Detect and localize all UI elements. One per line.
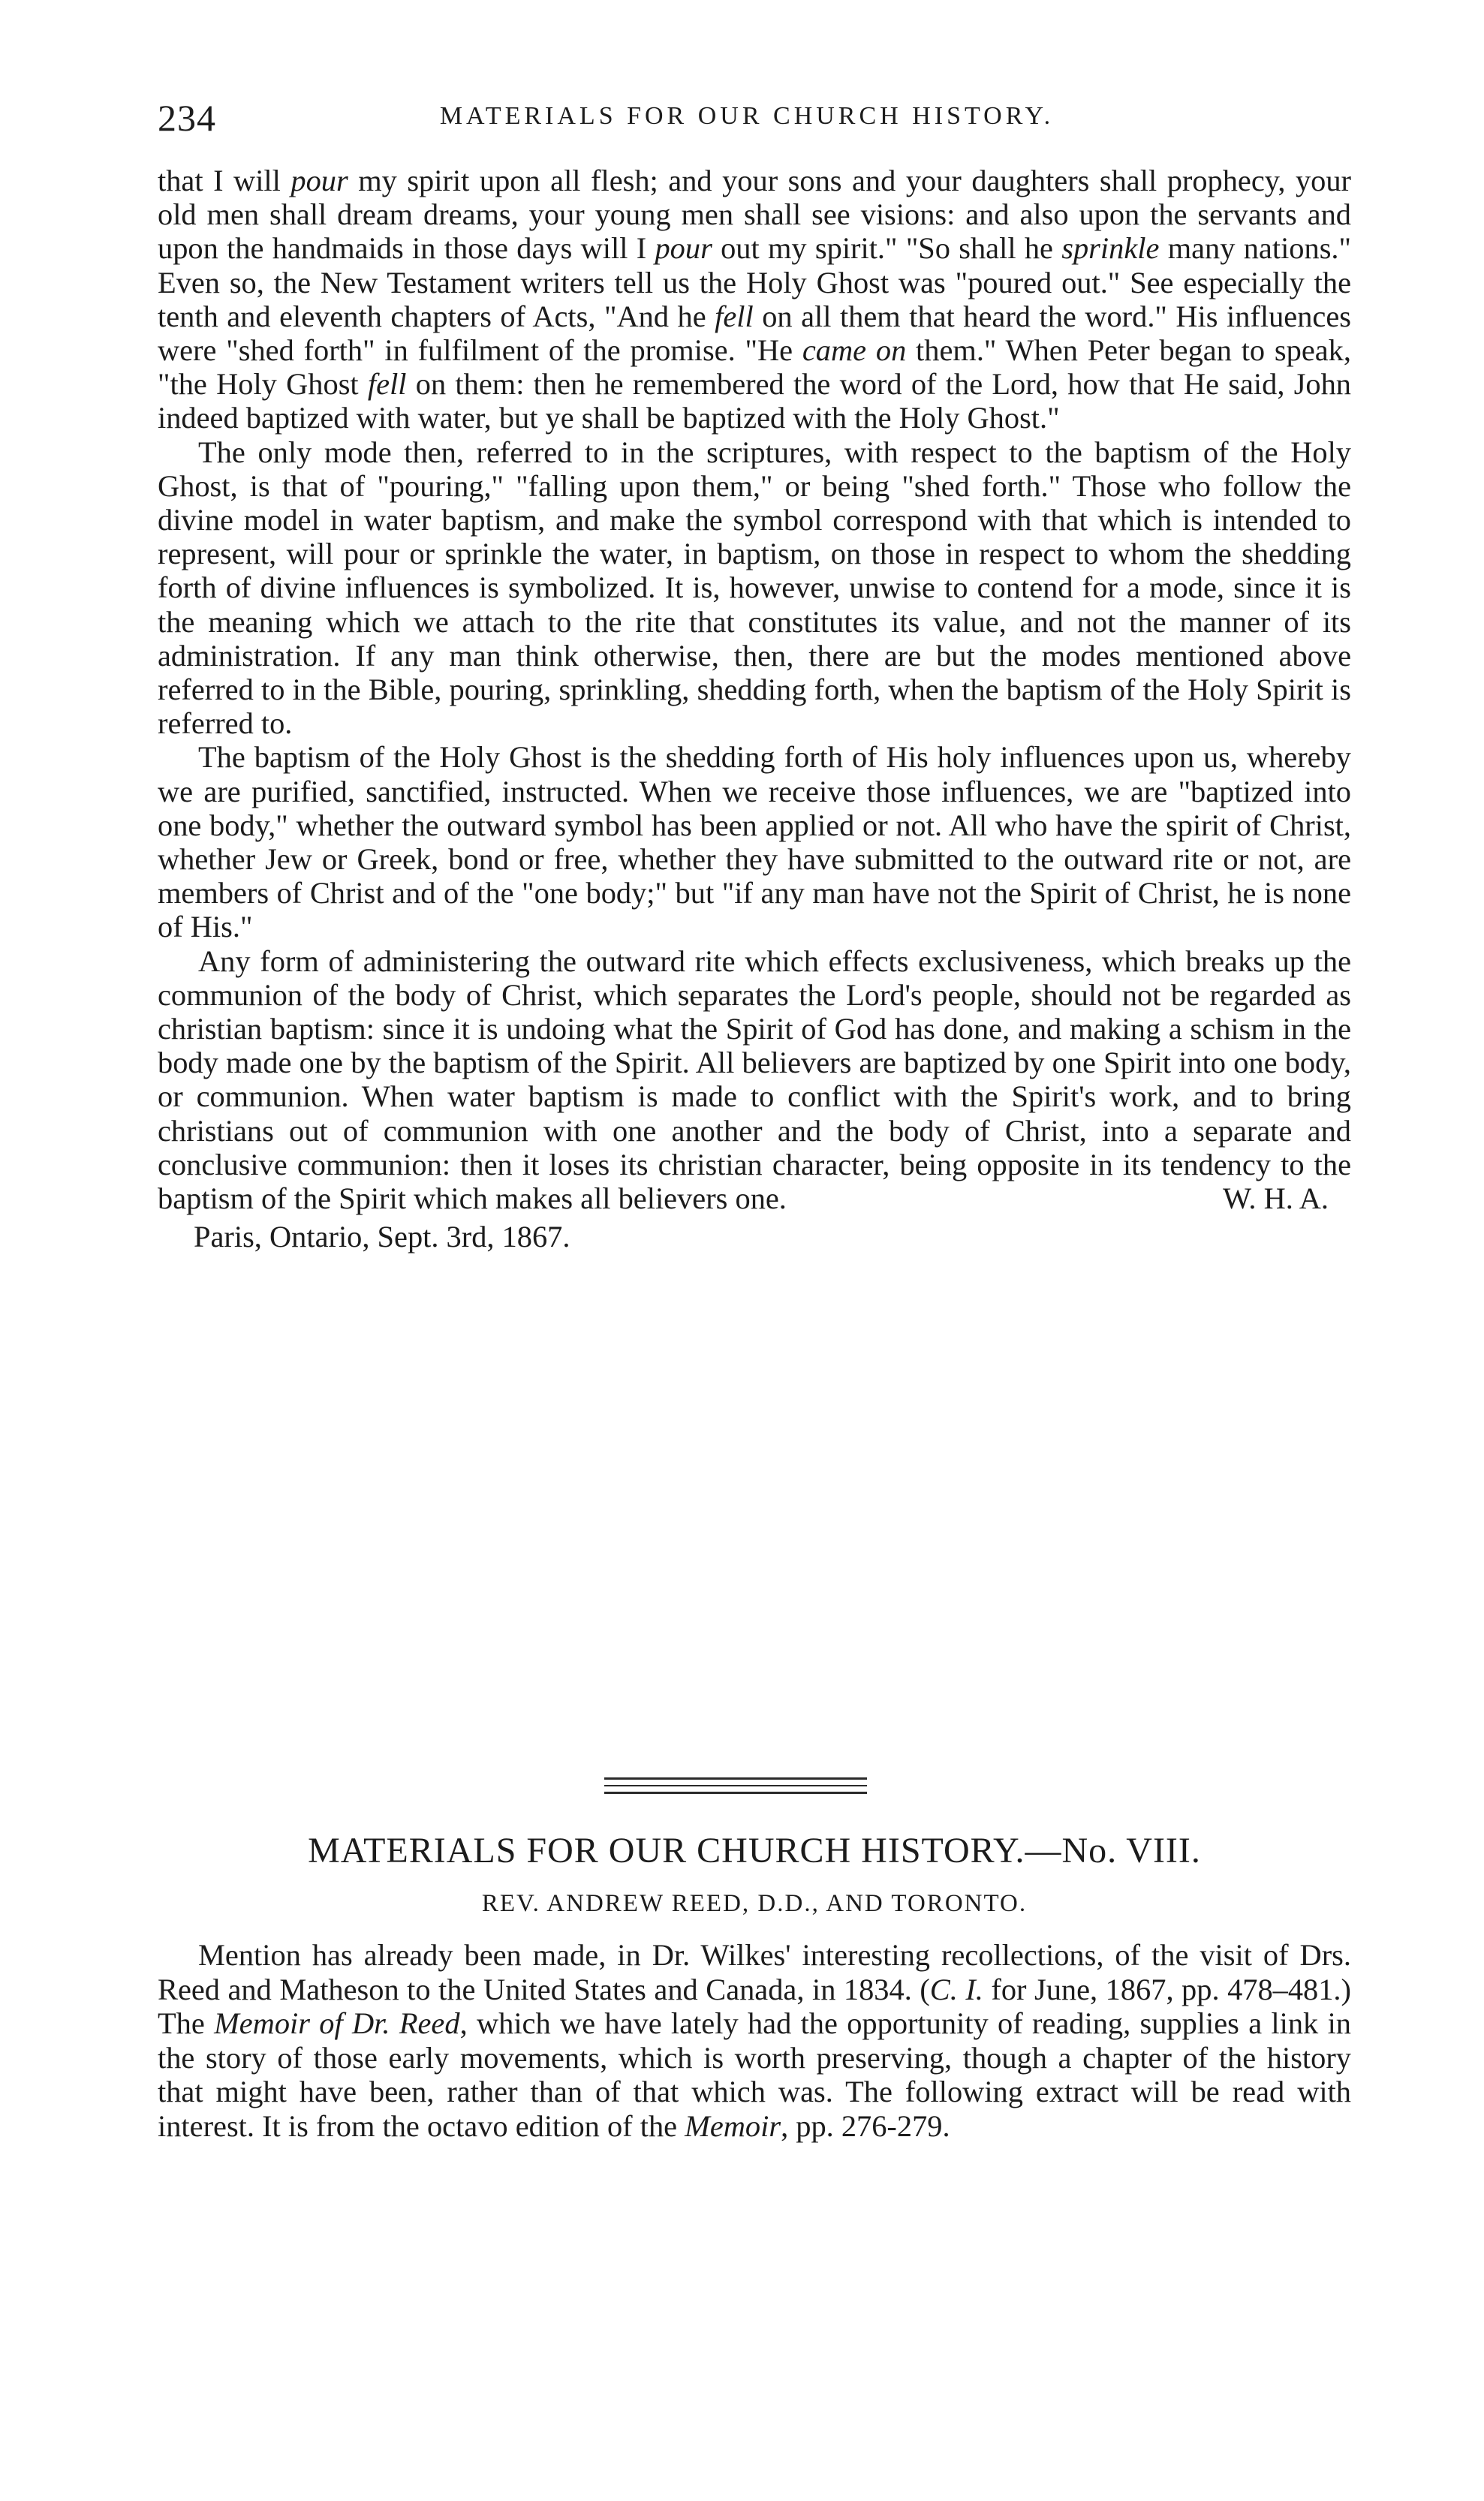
text-run: many nations." Even so, the New Testament writers tell us the Holy Ghost was "poured out." See especially the tenth and eleventh chapters of Acts, "And he xyxy=(158,231,1351,333)
article-subtitle: REV. ANDREW REED, D.D., AND TORONTO. xyxy=(481,1890,1028,1917)
paragraph-form xyxy=(158,944,1351,1216)
text-run: my spirit upon all flesh; and your sons and your daughters shall prophecy, your old men shall dream dreams, your young men shall see visions: and also upon the servants and upon the handmaids in those days will I xyxy=(158,164,1351,266)
divider-line xyxy=(604,1777,867,1780)
body-text xyxy=(158,164,1351,1254)
emphasis-memoir: Memoir xyxy=(685,2108,781,2143)
running-title: MATERIALS FOR OUR CHURCH HISTORY. xyxy=(439,102,1055,130)
dateline: Paris, Ontario, Sept. 3rd, 1867. xyxy=(194,1220,570,1254)
text-run: out my spirit." "So shall he xyxy=(712,231,1062,266)
divider-line xyxy=(604,1785,867,1786)
divider-line xyxy=(604,1792,867,1794)
emphasis-fell: fell xyxy=(715,299,754,333)
author-signature: W. H. A. xyxy=(1222,1181,1329,1216)
text-run: that I will xyxy=(158,164,291,197)
emphasis-pour: pour xyxy=(655,231,712,266)
text-run: on them: then he remembered the word of the Lord, how that He said, John indeed baptized with water, but ye shall be baptized with the Holy Ghost." xyxy=(158,367,1352,435)
text-run: for June, 1867, pp. 478–481.) The xyxy=(158,1972,1351,2040)
emphasis-sprinkle: sprinkle xyxy=(1061,231,1160,266)
section-divider xyxy=(604,1777,867,1799)
text-run: them." When Peter began to speak, "the Holy Ghost xyxy=(158,333,1351,402)
emphasis-fell: fell xyxy=(367,367,407,402)
text-run: on all them that heard the word." His influences were "shed forth" in fulfilment of the promise. "He xyxy=(158,299,1351,368)
text-run: , which we have lately had the opportunity of reading, supplies a link in the story of those early movements, which is worth preserving, though a chapter of the history that might have been, rather than of that which was. The following extract will be read with interest. It is from the octavo edition of the xyxy=(158,2006,1351,2143)
article-title: MATERIALS FOR OUR CHURCH HISTORY.—No. VIII. xyxy=(308,1831,1201,1870)
text-run: , pp. 276-279. xyxy=(781,2108,950,2143)
emphasis-ci: C. I. xyxy=(929,1972,983,2006)
paragraph-mention xyxy=(158,1938,1351,2143)
text-run: Any form of administering the outward rite which effects exclusiveness, which breaks up the communion of the body of Christ, which separates the Lord's people, should not be regarded as christian baptism: since it is undoing what the Spirit of God has done, and making a schism in the body made one by the baptism of the Spirit. All believers are baptized by one Spirit into one body, or communion. When water baptism is made to conflict with the Spirit's work, and to bring christians out of communion with one another and the body of Christ, into a separate and conclusive communion: then it loses its christian character, being opposite in its tendency to the baptism of the Spirit which makes all believers one. xyxy=(158,944,1351,1216)
emphasis-memoir-title: Memoir of Dr. Reed xyxy=(214,2006,460,2040)
emphasis-pour: pour xyxy=(290,164,348,197)
paragraph-mode: The only mode then, referred to in the scriptures, with respect to the baptism of the Holy Ghost, is that of "pouring," "falling upon them," or being "shed forth." Those who follow the divine model in water baptism, and make the symbol correspond with that which is intended to represent, will pour or sprinkle the water, in baptism, on those in respect to whom the shedding forth of divine influences is symbolized. It is, however, unwise to contend for a mode, since it is the meaning which we attach to the rite that constitutes its value, and not the manner of its administration. If any man think otherwise, then, there are but the modes mentioned above referred to in the Bible, pouring, sprinkling, shedding forth, when the baptism of the Holy Spirit is referred to. xyxy=(158,435,1351,741)
emphasis-came-on: came on xyxy=(802,333,907,368)
paragraph-baptism: The baptism of the Holy Ghost is the shedding forth of His holy influences upon us, whereby we are purified, sanctified, instructed. When we receive those influences, we are "baptized into one body," whether the outward symbol has been applied or not. All who have the spirit of Christ, whether Jew or Greek, bond or free, whether they have submitted to the outward rite or not, are members of Christ and of the "one body;" but "if any man have not the Spirit of Christ, he is none of His." xyxy=(158,740,1351,944)
paragraph-continued xyxy=(158,164,1351,435)
article-body xyxy=(158,1938,1351,2143)
text-run: Mention has already been made, in Dr. Wilkes' interesting recollections, of the visit of Drs. Reed and Matheson to the United States and Canada, in 1834. ( xyxy=(158,1938,1351,2006)
running-head xyxy=(158,96,1336,149)
page-number: 234 xyxy=(158,97,216,139)
